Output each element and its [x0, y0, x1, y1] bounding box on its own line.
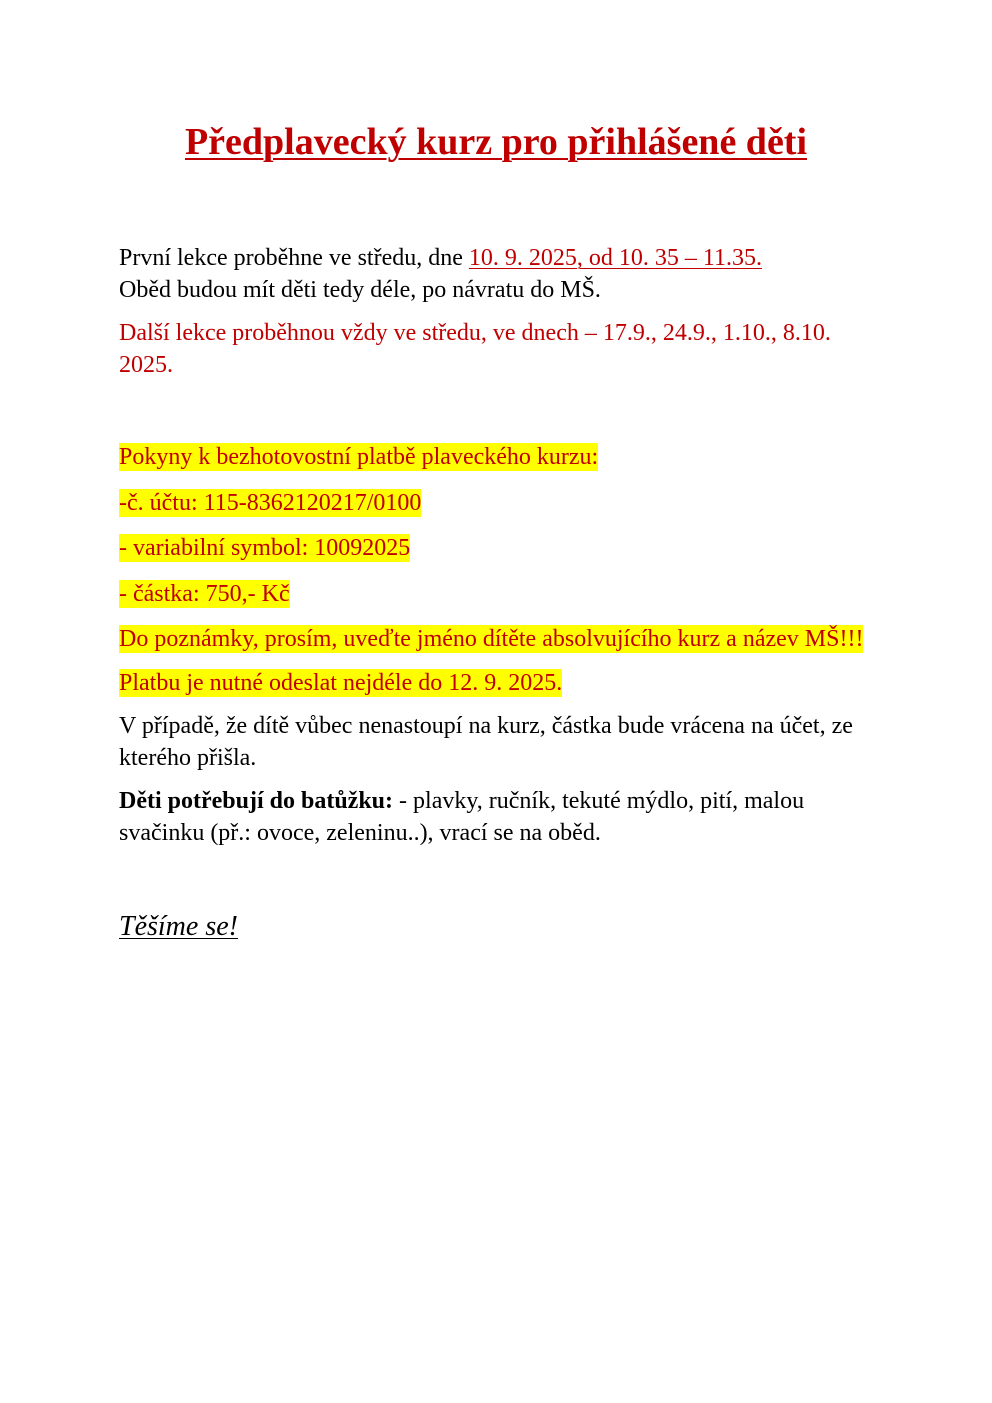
- document-body: [119, 243, 879, 945]
- first-lesson-text: První lekce proběhne ve středu, dne: [119, 245, 469, 271]
- variable-symbol-text: - variabilní symbol: 10092025: [119, 535, 411, 561]
- account-number-text: -č. účtu: 115-8362120217/0100: [119, 489, 422, 516]
- backpack-paragraph: [119, 786, 879, 849]
- backpack-label: Děti potřebují do batůžku:: [119, 788, 394, 814]
- payment-note-text: Do poznámky, prosím, uveďte jméno dítěte absolvujícího kurz a název MŠ!!!: [119, 626, 864, 652]
- payment-note: [119, 624, 879, 656]
- first-lesson-date: 10. 9. 2025, od 10. 35 – 11.35.: [468, 245, 762, 271]
- first-lesson-paragraph: [119, 243, 879, 306]
- variable-symbol: [119, 533, 879, 565]
- payment-amount: [119, 579, 879, 611]
- payment-deadline-text: Platbu je nutné odeslat nejdéle do 12. 9. 2025.: [119, 669, 563, 696]
- refund-paragraph: V případě, že dítě vůbec nenastoupí na kurz, částka bude vrácena na účet, ze kterého přišla.: [119, 713, 853, 771]
- payment-deadline: [119, 668, 879, 700]
- payment-heading: [119, 442, 879, 474]
- account-number: [119, 488, 879, 520]
- backpack-items: - plavky, ručník, tekuté mýdlo, pití, malou svačinku (př.: ovoce, zeleninu..), vrací se na oběd.: [119, 788, 805, 846]
- page-title: Předplavecký kurz pro přihlášené děti: [184, 121, 808, 163]
- closing-line: [119, 911, 879, 945]
- payment-amount-text: - částka: 750,- Kč: [119, 580, 290, 607]
- lunch-note: Oběd budou mít děti tedy déle, po návratu do MŠ.: [119, 276, 601, 303]
- closing-text: Těšíme se!: [119, 911, 238, 942]
- next-lessons-paragraph: Další lekce proběhnou vždy ve středu, ve dnech – 17.9., 24.9., 1.10., 8.10. 2025.: [119, 320, 831, 378]
- payment-heading-text: Pokyny k bezhotovostní platbě plaveckého kurzu:: [119, 444, 599, 470]
